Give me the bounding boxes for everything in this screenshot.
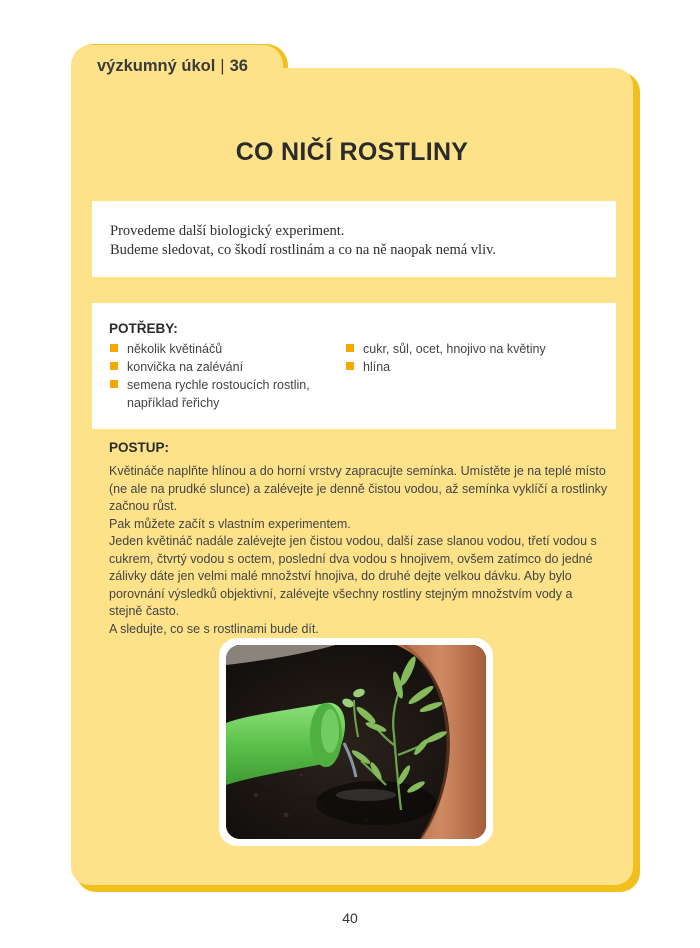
- needs-box: [92, 303, 616, 429]
- bullet-square-icon: [110, 362, 118, 370]
- photo: [226, 645, 486, 839]
- intro-line-2: Budeme sledovat, co škodí rostlinám a co na ně naopak nemá vliv.: [110, 242, 497, 258]
- page-number: 40: [342, 910, 358, 926]
- task-tab-label: [97, 57, 248, 76]
- bullet-square-icon: [346, 362, 354, 370]
- task-type: výzkumný úkol: [97, 57, 216, 75]
- bullet-square-icon: [110, 380, 118, 388]
- procedure-paragraph: Jeden květináč nadále zalévejte jen čistou vodou, další zase slanou vodou, třetí vodou s cukrem, čtvrtý vodou s octem, poslední dva vodou s hnojivem, ovšem zatímco do jedné zálivky dáte jen velmi malé množství hnojiva, do druhé dejte velkou dávku. Aby bylo porovnání výsledků objektivní, zalévejte všechny rostliny stejným množstvím vody a stejně často.: [109, 534, 597, 618]
- procedure-paragraph: Pak můžete začít s vlastním experimentem.: [109, 516, 351, 531]
- task-number: 36: [229, 57, 248, 75]
- list-item-text: hlína: [363, 360, 391, 374]
- list-item-text: cukr, sůl, ocet, hnojivo na květiny: [363, 342, 546, 356]
- list-item-text: několik květináčů: [127, 342, 223, 356]
- needs-left-column: [109, 340, 345, 412]
- intro-line-1: Provedeme další biologický experiment.: [110, 223, 345, 239]
- needs-heading: POTŘEBY:: [109, 321, 178, 336]
- procedure-paragraph: A sledujte, co se s rostlinami bude dít.: [109, 621, 319, 636]
- list-item-text: semena rychle rostoucích rostlin, například řeřichy: [127, 378, 310, 410]
- procedure-section: [109, 440, 609, 638]
- needs-right-column: [345, 340, 585, 412]
- list-item: [345, 340, 585, 358]
- list-item: [109, 376, 345, 412]
- intro-box: [92, 201, 616, 277]
- watering-seedlings-photo-icon: [226, 645, 486, 839]
- list-item-text: konvička na zalévání: [127, 360, 244, 374]
- page-title: CO NIČÍ ROSTLINY: [235, 138, 469, 166]
- tab-separator: |: [220, 57, 225, 75]
- list-item: [345, 358, 585, 376]
- procedure-paragraph: Květináče naplňte hlínou a do horní vrstvy zapracujte semínka. Umístěte je na teplé místo (ne ale na prudké slunce) a zalévejte je denně čistou vodou, až semínka vyklíčí a rostlinky začnou růst.: [109, 464, 608, 513]
- procedure-heading: POSTUP:: [109, 440, 170, 455]
- bullet-square-icon: [110, 344, 118, 352]
- list-item: [109, 358, 345, 376]
- list-item: [109, 340, 345, 358]
- bullet-square-icon: [346, 344, 354, 352]
